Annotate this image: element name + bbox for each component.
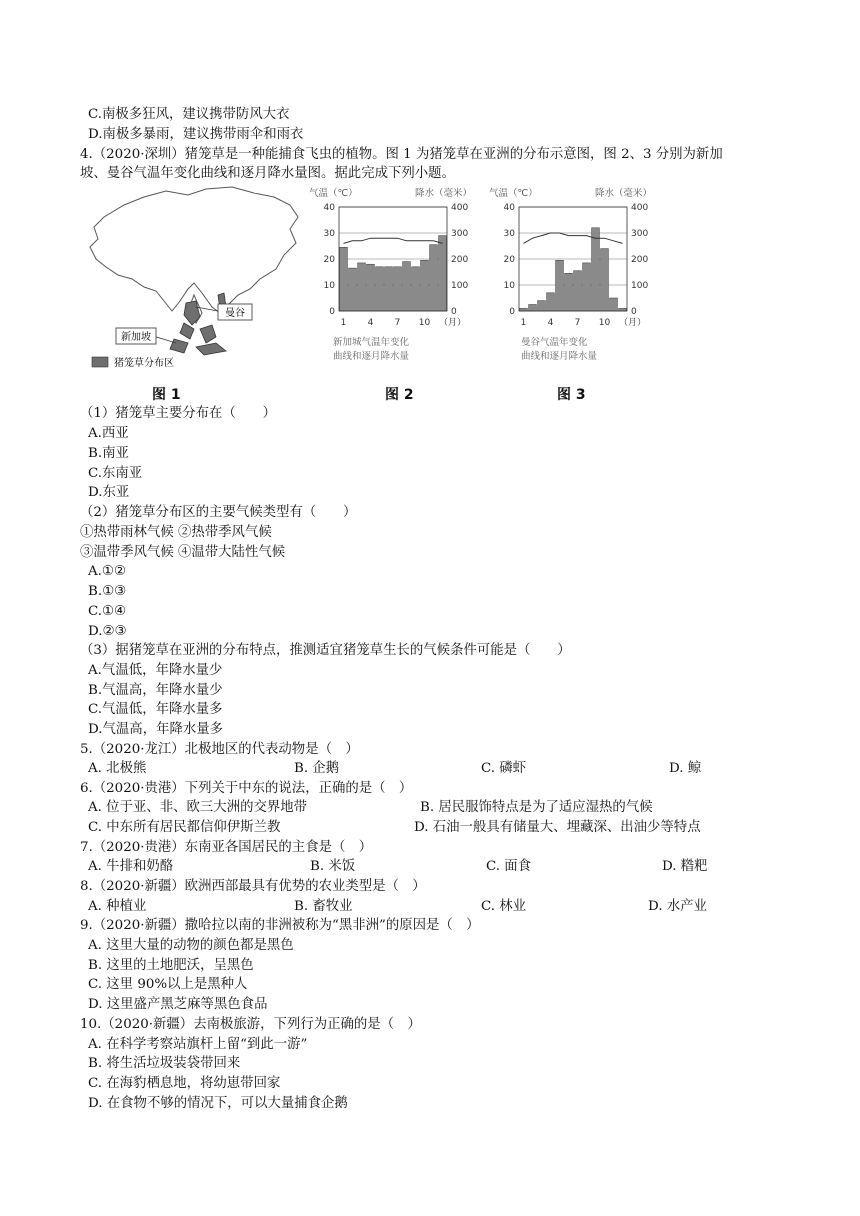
left-tick-label: 0: [329, 307, 335, 317]
left-tick-label: 0: [509, 307, 515, 317]
q4-sub3-option-c: C.气温低，年降水量多: [88, 702, 223, 717]
x-unit-label: （月）: [439, 318, 467, 328]
q8-option-c: C. 林业: [481, 899, 527, 914]
q4-sub3-option-a: A.气温低，年降水量少: [88, 663, 223, 678]
temp-axis-label: 气温（℃）: [309, 188, 358, 199]
precip-bar: [340, 247, 348, 311]
q4-sub3-option-d: D.气温高，年降水量多: [88, 722, 224, 737]
q5-option-c: C. 磷虾: [481, 761, 527, 776]
temperature-curve: [524, 233, 623, 243]
option-d: D.南极多暴雨，建议携带雨伞和雨衣: [88, 127, 304, 142]
q4-sub1-option-c: C.东南亚: [88, 466, 143, 481]
precip-bar: [403, 262, 411, 311]
chart-desc-line2: 曲线和逐月降水量: [333, 351, 410, 362]
distribution-area-4: [170, 339, 188, 353]
x-tick-label: 7: [574, 318, 581, 328]
precip-bar: [439, 236, 447, 311]
figure-1-caption: 图 1: [152, 387, 181, 403]
precip-bar: [376, 267, 384, 311]
right-tick-label: 100: [451, 281, 469, 291]
x-tick-label: 4: [547, 318, 554, 328]
option-c: C.南极多狂风，建议携带防风大衣: [88, 107, 290, 122]
precip-bar: [592, 228, 600, 311]
x-tick-label: 1: [520, 318, 527, 328]
q10-option-c: C. 在海豹栖息地，将幼崽带回家: [88, 1076, 281, 1091]
right-tick-label: 200: [451, 255, 469, 265]
precip-bar: [349, 268, 357, 311]
left-tick-label: 10: [323, 281, 335, 291]
q8-option-b: B. 畜牧业: [294, 899, 353, 914]
x-tick-label: 1: [340, 318, 347, 328]
q5-option-b: B. 企鹅: [294, 761, 340, 776]
q9-option-d: D. 这里盛产黑芝麻等黑色食品: [88, 997, 268, 1012]
q10-option-d: D. 在食物不够的情况下，可以大量捕食企鹅: [88, 1096, 348, 1111]
right-tick-label: 200: [631, 255, 649, 265]
q5-stem: 5.（2020·龙江）北极地区的代表动物是（ ）: [80, 742, 359, 757]
q6-option-d: D. 石油一般具有储量大、埋藏深、出油少等特点: [414, 820, 701, 835]
q8-stem: 8.（2020·新疆）欧洲西部最具有优势的农业类型是（ ）: [80, 879, 426, 894]
precip-bar: [367, 264, 375, 311]
left-tick-label: 20: [503, 255, 515, 265]
x-tick-label: 10: [598, 318, 611, 328]
precip-bar: [601, 249, 609, 311]
q7-stem: 7.（2020·贵港）东南亚各国居民的主食是（ ）: [80, 840, 373, 855]
q4-sub2-choices-line1: ①热带雨林气候 ②热带季风气候: [80, 525, 272, 540]
q4-sub2-option-c: C.①④: [88, 604, 127, 619]
right-tick-label: 400: [451, 203, 469, 213]
left-tick-label: 30: [503, 229, 515, 239]
legend-label: 猪笼草分布区: [114, 358, 174, 369]
chart-desc-line2: 曲线和逐月降水量: [521, 351, 598, 362]
precip-bar: [421, 260, 429, 311]
precip-bar: [538, 301, 546, 311]
q9-option-a: A. 这里大量的动物的颜色都是黑色: [88, 938, 294, 953]
figure-2-caption: 图 2: [385, 387, 414, 403]
q4-sub3-option-b: B.气温高，年降水量少: [88, 683, 223, 698]
distribution-area-3: [200, 325, 216, 343]
q6-option-b: B. 居民服饰特点是为了适应湿热的气候: [420, 800, 653, 815]
chart-desc-line1: 新加城气温年变化: [333, 337, 410, 348]
x-tick-label: 7: [394, 318, 401, 328]
q6-stem: 6.（2020·贵港）下列关于中东的说法，正确的是（ ）: [80, 781, 413, 796]
q10-option-a: A. 在科学考察站旗杆上留“到此一游”: [88, 1037, 308, 1052]
q7-option-c: C. 面食: [486, 859, 532, 874]
temperature-curve: [344, 238, 443, 243]
left-tick-label: 10: [503, 281, 515, 291]
bangkok-label: 曼谷: [225, 308, 245, 319]
precip-bar: [610, 298, 618, 311]
legend-swatch: [92, 357, 108, 367]
right-tick-label: 0: [631, 307, 637, 317]
q4-sub1-option-d: D.东亚: [88, 485, 130, 500]
q6-option-c: C. 中东所有居民都信仰伊斯兰教: [88, 820, 281, 835]
bangkok-climate-chart: [485, 183, 660, 373]
precip-bar: [565, 273, 573, 311]
right-tick-label: 300: [631, 229, 649, 239]
singapore-climate-chart: [305, 183, 480, 373]
q7-option-a: A. 牛排和奶酪: [88, 859, 174, 874]
precip-bar: [574, 271, 582, 311]
q5-option-a: A. 北极熊: [88, 761, 147, 776]
distribution-area-5: [196, 343, 226, 355]
precip-axis-label: 降水（毫米）: [595, 188, 653, 199]
right-tick-label: 100: [631, 281, 649, 291]
q5-option-d: D. 鲸: [669, 761, 702, 776]
precip-bar: [394, 267, 402, 311]
q4-stem-line1: 4.（2020·深圳）猪笼草是一种能捕食飞虫的植物。图 1 为猪笼草在亚洲的分布示意图，图 2、3 分别为新加: [80, 147, 723, 162]
precip-bar: [529, 305, 537, 312]
left-tick-label: 40: [503, 203, 515, 213]
precip-bar: [556, 260, 564, 311]
q4-sub2-option-a: A.①②: [88, 564, 126, 579]
q7-option-d: D. 糌粑: [662, 859, 708, 874]
q9-option-b: B. 这里的土地肥沃，呈黑色: [88, 958, 254, 973]
q4-stem-line2: 坡、曼谷气温年变化曲线和逐月降水量图。据此完成下列小题。: [80, 166, 455, 181]
q4-sub1-option-b: B.南亚: [88, 446, 129, 461]
q8-option-a: A. 种植业: [88, 899, 147, 914]
x-unit-label: （月）: [619, 318, 647, 328]
chart-desc-line1: 曼谷气温年变化: [521, 337, 588, 348]
figure-3-caption: 图 3: [557, 387, 586, 403]
right-tick-label: 300: [451, 229, 469, 239]
temp-axis-label: 气温（℃）: [489, 188, 538, 199]
q4-sub2-stem: （2）猪笼草分布区的主要气候类型有（ ）: [80, 505, 357, 520]
q9-stem: 9.（2020·新疆）撒哈拉以南的非洲被称为“黑非洲”的原因是（ ）: [80, 918, 480, 933]
x-tick-label: 10: [418, 318, 431, 328]
x-tick-label: 4: [367, 318, 374, 328]
right-tick-label: 0: [451, 307, 457, 317]
asia-distribution-map: [84, 183, 310, 373]
q4-sub3-stem: （3）据猪笼草在亚洲的分布特点，推测适宜猪笼草生长的气候条件可能是（ ）: [80, 643, 571, 658]
q10-stem: 10.（2020·新疆）去南极旅游，下列行为正确的是（ ）: [80, 1017, 421, 1032]
right-tick-label: 400: [631, 203, 649, 213]
q6-option-a: A. 位于亚、非、欧三大洲的交界地带: [88, 800, 308, 815]
precip-bar: [412, 267, 420, 311]
precip-bar: [547, 293, 555, 311]
precip-bar: [583, 263, 591, 311]
left-tick-label: 20: [323, 255, 335, 265]
precip-bar: [358, 263, 366, 311]
left-tick-label: 30: [323, 229, 335, 239]
precip-bar: [430, 245, 438, 311]
q4-sub1-option-a: A.西亚: [88, 426, 129, 441]
left-tick-label: 40: [323, 203, 335, 213]
precip-axis-label: 降水（毫米）: [415, 188, 473, 199]
singapore-label: 新加坡: [121, 332, 151, 343]
q8-option-d: D. 水产业: [648, 899, 707, 914]
q4-sub2-choices-line2: ③温带季风气候 ④温带大陆性气候: [80, 545, 286, 560]
q4-sub2-option-d: D.②③: [88, 624, 127, 639]
q9-option-c: C. 这里 90%以上是黑种人: [88, 977, 248, 992]
q4-sub2-option-b: B.①③: [88, 584, 127, 599]
q4-sub1-stem: （1）猪笼草主要分布在（ ）: [80, 406, 276, 421]
q7-option-b: B. 米饭: [310, 859, 356, 874]
precip-bar: [385, 267, 393, 311]
q10-option-b: B. 将生活垃圾装袋带回来: [88, 1056, 241, 1071]
